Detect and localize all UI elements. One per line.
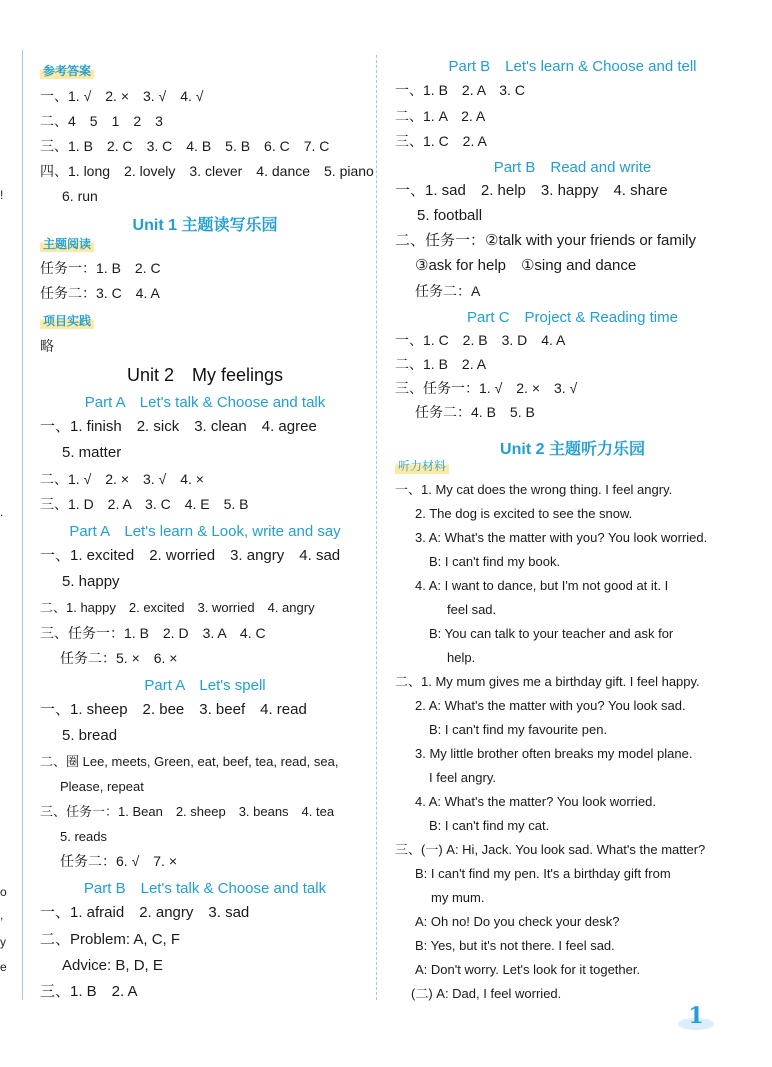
page-number: 1 <box>688 1003 704 1029</box>
script-line: B: I can't find my pen. It's a birthday gift from <box>415 866 671 881</box>
answer-line: 5. matter <box>62 444 122 461</box>
section-heading: Part A Let's spell <box>144 677 266 694</box>
script-line: I feel angry. <box>429 770 496 785</box>
answer-line: 三、1. B 2. C 3. C 4. B 5. B 6. C 7. C <box>40 138 330 154</box>
script-line: 3. My little brother often breaks my model plane. <box>415 746 693 761</box>
answer-line: 二、1. happy 2. excited 3. worried 4. angry <box>40 600 315 615</box>
answer-line: 三、任务一：1. Bean 2. sheep 3. beans 4. tea <box>40 804 335 819</box>
answer-line: 一、1. finish 2. sick 3. clean 4. agree <box>40 418 317 435</box>
answer-line: Advice: B, D, E <box>62 957 163 974</box>
answer-line: 一、1. sad 2. help 3. happy 4. share <box>395 182 668 199</box>
answer-line: 一、1. B 2. A 3. C <box>395 82 525 98</box>
script-line: 2. The dog is excited to see the snow. <box>415 506 633 521</box>
answer-line: 二、Problem: A, C, F <box>40 931 181 948</box>
section-heading: Part A Let's learn & Look, write and say <box>69 523 341 540</box>
script-line: 三、(一) A: Hi, Jack. You look sad. What's the matter? <box>395 842 706 857</box>
script-line: B: You can talk to your teacher and ask for <box>429 626 674 641</box>
unit1-reading-heading: Unit 1 主题读写乐园 <box>132 217 278 234</box>
answer-line: 略 <box>40 338 54 354</box>
answer-line: 二、圈 Lee, meets, Green, eat, beef, tea, read, sea, <box>40 754 339 769</box>
answer-line: 任务二：3. C 4. A <box>40 285 160 301</box>
answer-line: 三、任务一：1. B 2. D 3. A 4. C <box>40 625 266 641</box>
answer-line: 5. happy <box>62 573 120 590</box>
answer-line: 三、1. C 2. A <box>395 133 487 149</box>
answer-line: 5. reads <box>60 829 107 844</box>
answer-line: 任务二：A <box>415 283 481 299</box>
script-line: 4. A: I want to dance, but I'm not good at it. I <box>415 578 669 593</box>
unit2-title: Unit 2 My feelings <box>126 365 284 385</box>
answer-line: 任务一：1. B 2. C <box>40 260 161 276</box>
column-divider <box>376 55 377 1000</box>
answer-line: 任务二：4. B 5. B <box>415 404 535 420</box>
answer-line: 5. football <box>417 207 483 224</box>
edge-fragment: y <box>0 935 6 949</box>
edge-fragment: e <box>0 960 7 974</box>
answer-line: 二、1. B 2. A <box>395 356 487 372</box>
listening-tag: 听力材料 <box>395 457 449 474</box>
unit2-listening-heading: Unit 2 主题听力乐园 <box>500 441 645 458</box>
script-line: A: Oh no! Do you check your desk? <box>415 914 620 929</box>
answer-line: 一、1. C 2. B 3. D 4. A <box>395 332 566 348</box>
answer-line: 二、1. A 2. A <box>395 108 486 124</box>
script-line: feel sad. <box>447 602 497 617</box>
section-heading: Part B Read and write <box>493 159 652 176</box>
edge-fragment: o <box>0 885 7 899</box>
edge-fragment: , <box>0 908 4 922</box>
answer-line: 任务二：5. × 6. × <box>60 650 178 666</box>
reading-tag: 主题阅读 <box>40 235 94 252</box>
section-heading: Part B Let's talk & Choose and talk <box>83 880 327 897</box>
script-line: 3. A: What's the matter with you? You look worried. <box>415 530 708 545</box>
script-line: help. <box>447 650 476 665</box>
answer-line: 一、1. afraid 2. angry 3. sad <box>40 904 250 921</box>
answer-line: 5. bread <box>62 727 118 744</box>
script-line: 一、1. My cat does the wrong thing. I feel angry. <box>395 482 673 497</box>
script-line: B: I can't find my book. <box>429 554 561 569</box>
answer-line: 三、1. B 2. A <box>40 983 138 1000</box>
script-line: B: I can't find my favourite pen. <box>429 722 608 737</box>
section-heading: Part B Let's learn & Choose and tell <box>448 58 697 75</box>
script-line: B: I can't find my cat. <box>429 818 550 833</box>
script-line: B: Yes, but it's not there. I feel sad. <box>415 938 615 953</box>
answer-line: 二、任务一：②talk with your friends or family <box>395 232 697 249</box>
script-line: 4. A: What's the matter? You look worried. <box>415 794 656 809</box>
section-heading: Part A Let's talk & Choose and talk <box>84 394 326 411</box>
answer-line: 任务二：6. √ 7. × <box>60 853 177 869</box>
left-margin-rule <box>22 50 23 1000</box>
answer-line: 6. run <box>62 188 98 204</box>
answer-line: 一、1. excited 2. worried 3. angry 4. sad <box>40 547 341 564</box>
answer-line: 一、1. sheep 2. bee 3. beef 4. read <box>40 701 307 718</box>
project-tag: 项目实践 <box>40 312 94 329</box>
edge-fragment: . <box>0 505 4 519</box>
edge-fragment: ! <box>0 188 4 202</box>
answer-line: ③ask for help ①sing and dance <box>415 257 637 274</box>
answer-line: 四、1. long 2. lovely 3. clever 4. dance 5. piano <box>40 163 374 179</box>
answers-tag: 参考答案 <box>40 62 94 79</box>
answer-line: 三、1. D 2. A 3. C 4. E 5. B <box>40 496 249 512</box>
section-heading: Part C Project & Reading time <box>467 309 678 326</box>
answer-line: 二、1. √ 2. × 3. √ 4. × <box>40 471 204 487</box>
answer-line: 二、4 5 1 2 3 <box>40 113 163 129</box>
script-line: (二) A: Dad, I feel worried. <box>411 986 562 1001</box>
answer-line: 三、任务一：1. √ 2. × 3. √ <box>395 380 578 396</box>
answer-line: Please, repeat <box>60 779 144 794</box>
script-line: my mum. <box>431 890 485 905</box>
script-line: 2. A: What's the matter with you? You look sad. <box>415 698 686 713</box>
script-line: A: Don't worry. Let's look for it together. <box>415 962 641 977</box>
script-line: 二、1. My mum gives me a birthday gift. I feel happy. <box>395 674 700 689</box>
answer-line: 一、1. √ 2. × 3. √ 4. √ <box>40 88 204 104</box>
